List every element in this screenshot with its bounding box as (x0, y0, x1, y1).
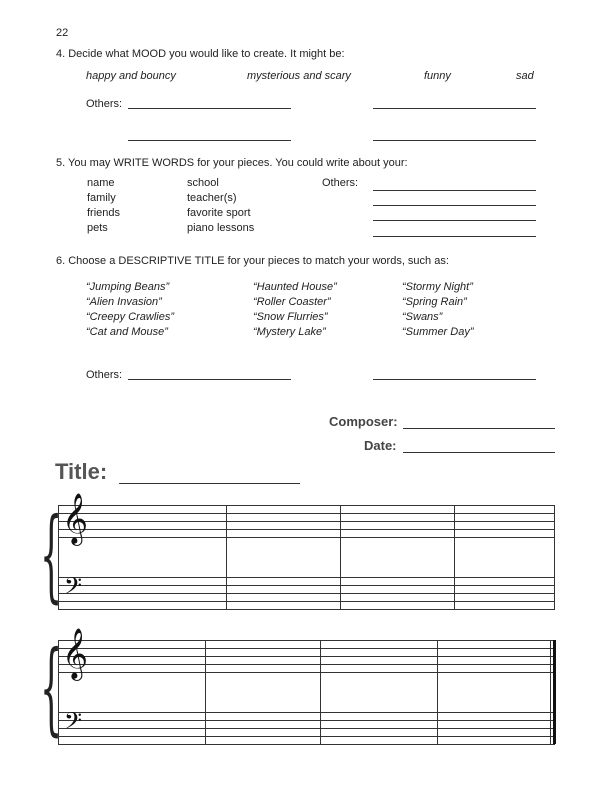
title-example: “Spring Rain” (402, 296, 467, 308)
title-example: “Creepy Crawlies” (86, 311, 175, 323)
date-blank[interactable] (403, 452, 555, 453)
title-example: “Jumping Beans” (86, 281, 170, 293)
title-example: “Roller Coaster” (253, 296, 331, 308)
title-example: “Alien Invasion” (86, 296, 162, 308)
others-label: Others: (86, 369, 123, 381)
treble-clef-icon: 𝄞 (62, 628, 89, 679)
page-number: 22 (56, 27, 69, 39)
q6-prompt: 6. Choose a DESCRIPTIVE TITLE for your pieces to match your words, such as: (56, 255, 449, 267)
brace: { (40, 496, 63, 613)
title-example: “Stormy Night” (402, 281, 473, 293)
others-blank[interactable] (373, 140, 536, 141)
title-example: “Swans” (402, 311, 443, 323)
others-blank[interactable] (128, 140, 291, 141)
q4-prompt: 4. Decide what MOOD you would like to create. It might be: (56, 48, 345, 60)
others-blank[interactable] (128, 379, 291, 380)
grand-staff-1 (58, 493, 555, 609)
others-label: Others: (86, 98, 123, 110)
word-topic: pets (87, 222, 108, 234)
others-blank[interactable] (128, 108, 291, 109)
others-blank[interactable] (373, 205, 536, 206)
composer-label: Composer: (329, 414, 398, 429)
others-blank[interactable] (373, 108, 536, 109)
date-label: Date: (364, 438, 397, 453)
brace: { (40, 629, 63, 746)
final-barline (553, 640, 556, 744)
mood-option: sad (516, 70, 534, 82)
title-example: “Haunted House” (253, 281, 337, 293)
others-blank[interactable] (373, 220, 536, 221)
others-label: Others: (322, 177, 359, 189)
mood-option: happy and bouncy (86, 70, 176, 82)
others-blank[interactable] (373, 236, 536, 237)
grand-staff-2 (58, 628, 555, 744)
title-blank[interactable] (119, 483, 300, 484)
title-label: Title: (55, 459, 108, 484)
composer-blank[interactable] (403, 428, 555, 429)
title-example: “Cat and Mouse” (86, 326, 168, 338)
others-blank[interactable] (373, 190, 536, 191)
mood-option: funny (424, 70, 451, 82)
title-example: “Summer Day” (402, 326, 474, 338)
q5-prompt: 5. You may WRITE WORDS for your pieces. You could write about your: (56, 157, 408, 169)
mood-option: mysterious and scary (247, 70, 351, 82)
word-topic: school (187, 177, 219, 189)
bass-clef-icon: 𝄢 (64, 572, 83, 605)
word-topic: name (87, 177, 115, 189)
others-blank[interactable] (373, 379, 536, 380)
title-example: “Mystery Lake” (253, 326, 326, 338)
word-topic: piano lessons (187, 222, 255, 234)
title-example: “Snow Flurries” (253, 311, 328, 323)
word-topic: family (87, 192, 116, 204)
word-topic: friends (87, 207, 121, 219)
word-topic: teacher(s) (187, 192, 237, 204)
word-topic: favorite sport (187, 207, 251, 219)
bass-clef-icon: 𝄢 (64, 707, 83, 740)
treble-clef-icon: 𝄞 (62, 493, 89, 544)
